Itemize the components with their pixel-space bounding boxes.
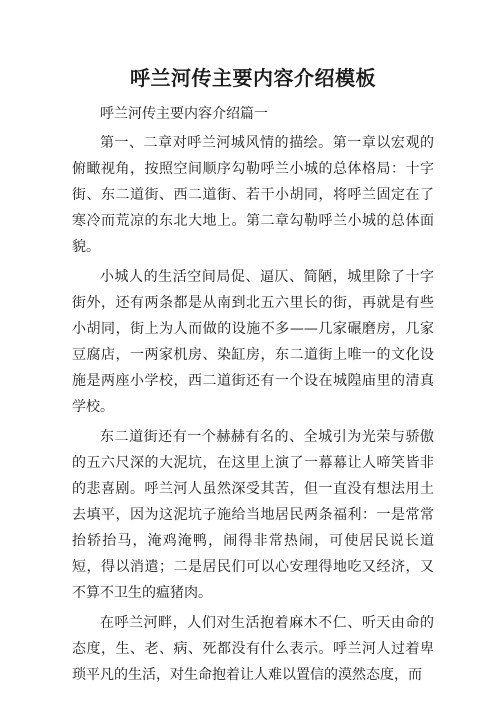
section-subtitle: 呼兰河传主要内容介绍篇一 bbox=[100, 106, 268, 122]
paragraph-1: 第一、二章对呼兰河城风情的描绘。第一章以宏观的俯瞰视角，按照空间顺序勾勒呼兰小城的总体格局：十字街、东二道街、西二道街、若干小胡同，将呼兰固定在了寒冷而荒凉的东北大地上。第二章勾勒呼兰小城的总体面貌。 bbox=[72, 135, 434, 255]
document-title: 呼兰河传主要内容介绍模板 bbox=[130, 66, 376, 90]
paragraph-2: 小城人的生活空间局促、逼仄、简陋，城里除了十字街外，还有两条都是从南到北五六里长的街，再就是有些小胡同，街上为人而做的设施不多——几家碾磨房，几家豆腐店，一两家机房、染缸房，东二道街上唯一的文化设施是两座小学校，西二道街还有一个设在城隍庙里的清真学校。 bbox=[72, 269, 434, 415]
paragraph-3: 东二道街还有一个赫赫有名的、全城引为光荣与骄傲的五六尺深的大泥坑，在这里上演了一幕幕让人啼笑皆非的悲喜剧。呼兰河人虽然深受其苦，但一直没有想法用土去填平，因为这泥坑子施给当地居民两条福利：一是常常抬轿抬马，淹鸡淹鸭，闹得非常热闹，可使居民说长道短，得以消遣；二是居民们可以心安理得地吃又经济，又不算不卫生的瘟猪肉。 bbox=[72, 429, 434, 601]
paragraph-4: 在呼兰河畔，人们对生活抱着麻木不仁、听天由命的态度，生、老、病、死都没有什么表示。呼兰河人过着卑琐平凡的生活，对生命抱着让人难以置信的漠然态度，而 bbox=[72, 615, 434, 683]
